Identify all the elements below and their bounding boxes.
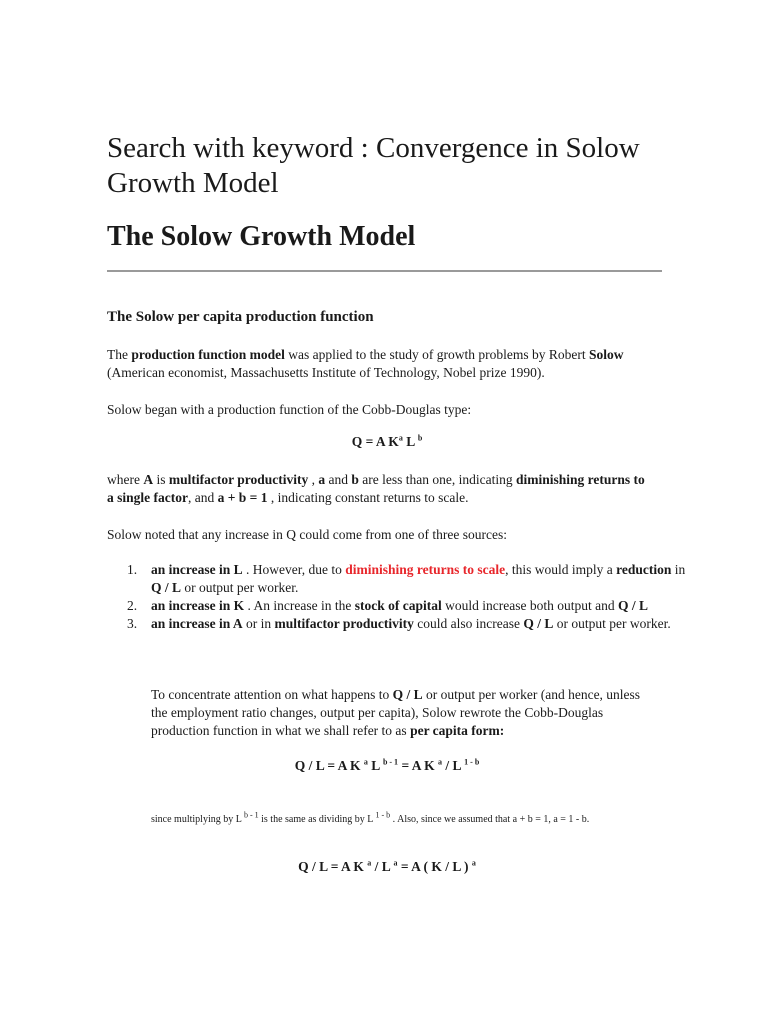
equation-text: Q = A K	[351, 434, 399, 449]
equation-text: Q / L = A K	[298, 859, 368, 874]
equation-per-capita	[107, 758, 667, 774]
text-run: and	[325, 472, 352, 487]
text-run: or output per worker.	[181, 580, 299, 595]
exponent: a	[363, 757, 368, 767]
text-run: . Also, since we assumed that a + b = 1, a = 1 - b.	[390, 814, 590, 825]
exponent: a	[471, 858, 476, 868]
text-run: . An increase in the	[244, 598, 355, 613]
sources-list	[107, 561, 696, 633]
sources-intro-paragraph: Solow noted that any increase in Q could come from one of three sources:	[107, 527, 508, 542]
exponent: 1 - b	[464, 757, 480, 767]
bold-term: b	[351, 472, 359, 487]
list-item	[127, 561, 696, 597]
list-number: 2.	[127, 598, 138, 613]
per-capita-paragraph	[151, 686, 651, 740]
equation-production-function	[107, 434, 667, 450]
text-run: To concentrate attention on what happens to	[151, 687, 393, 702]
text-run: The	[107, 347, 132, 362]
bold-term: A	[143, 472, 154, 487]
equation-text: / L	[442, 758, 465, 773]
bold-term: Q / L	[617, 598, 648, 613]
text-run: would increase both output and	[441, 598, 618, 613]
equation-text: L	[367, 758, 383, 773]
text-run: in	[671, 562, 686, 577]
text-run: is the same as dividing by L	[258, 814, 376, 825]
list-number: 1.	[127, 562, 138, 577]
text-run: or in	[242, 616, 275, 631]
bold-term: diminishing returns to a single factor	[107, 472, 645, 505]
returns-paragraph	[107, 471, 652, 507]
equation-text: = A K	[398, 758, 439, 773]
bold-term: a + b = 1	[217, 490, 268, 505]
main-title: The Solow Growth Model	[107, 221, 416, 252]
intro-paragraph	[107, 346, 652, 382]
text-run: (American economist, Massachusetts Institute of Technology, Nobel prize 1990).	[107, 365, 545, 380]
list-number: 3.	[127, 616, 138, 631]
list-item	[127, 597, 696, 615]
section-heading: The Solow per capita production function	[107, 309, 374, 325]
bold-term: Solow	[589, 347, 624, 362]
bold-term: multifactor productivity	[274, 616, 414, 631]
text-run: where	[107, 472, 144, 487]
text-run: or output per worker (and hence, unless the employment ratio changes, output per capita), Solow rewrote the Cobb-Douglas production function in what we shall refer to as	[151, 687, 641, 738]
equation-text: / L	[371, 859, 394, 874]
equation-capital-per-worker	[107, 859, 667, 875]
list-item	[127, 615, 696, 633]
bold-term: an increase in A	[151, 616, 243, 631]
bold-term: a	[318, 472, 326, 487]
text-run: . However, due to	[242, 562, 346, 577]
highlighted-term: diminishing returns to scale	[345, 562, 506, 577]
cobb-douglas-paragraph: Solow began with a production function of the Cobb-Douglas type:	[107, 402, 472, 417]
bold-term: stock of capital	[354, 598, 442, 613]
bold-term: Q / L	[151, 580, 182, 595]
text-run: or output per worker.	[553, 616, 671, 631]
bold-term: an increase in L	[151, 562, 243, 577]
derivation-note	[151, 810, 656, 827]
horizontal-rule	[107, 270, 662, 272]
exponent: a	[367, 858, 372, 868]
text-run: could also increase	[413, 616, 524, 631]
exponent: b - 1	[382, 757, 399, 767]
search-title: Search with keyword : Convergence in Solow Growth Model	[107, 132, 640, 199]
text-run: , indicating constant returns to scale.	[267, 490, 469, 505]
text-run: since multiplying by L	[151, 814, 244, 825]
bold-term: an increase in K	[151, 598, 245, 613]
equation-text: L	[402, 434, 418, 449]
exponent: b - 1	[243, 810, 259, 820]
text-run: , and	[187, 490, 218, 505]
equation-text: = A ( K / L )	[397, 859, 472, 874]
text-run: , this would imply a	[505, 562, 617, 577]
text-run: are less than one, indicating	[358, 472, 516, 487]
exponent: b	[417, 433, 423, 443]
bold-term: Q / L	[392, 687, 423, 702]
exponent: 1 - b	[375, 810, 391, 820]
bold-term: reduction	[616, 562, 672, 577]
text-run: ,	[308, 472, 319, 487]
bold-term: production function model	[131, 347, 285, 362]
bold-term: Q / L	[523, 616, 554, 631]
exponent: a	[398, 433, 403, 443]
text-run: was applied to the study of growth problems by Robert	[284, 347, 589, 362]
bold-term: multifactor productivity	[168, 472, 309, 487]
equation-text: Q / L = A K	[294, 758, 364, 773]
bold-term: per capita form:	[410, 723, 505, 738]
exponent: a	[393, 858, 398, 868]
exponent: a	[438, 757, 443, 767]
text-run: is	[153, 472, 169, 487]
